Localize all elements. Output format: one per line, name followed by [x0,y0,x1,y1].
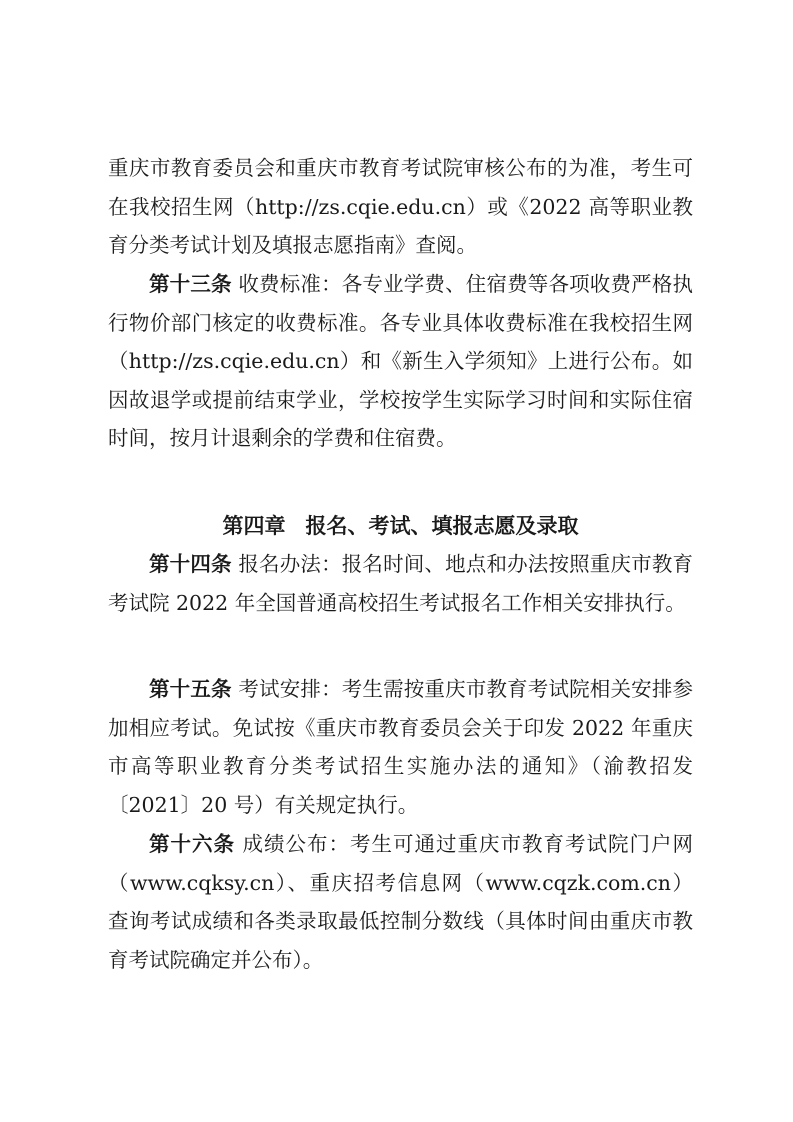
article-14-label: 第十四条 [149,552,232,576]
paragraph-text: 重庆市教育委员会和重庆市教育考试院审核公布的为准，考生可在我校招生网（http://zs.cqie.edu.cn）或《2022 高等职业教育分类考试计划及填报志愿指南》查阅。 [108,156,693,258]
article-13-label: 第十三条 [149,272,232,296]
chapter-number: 第四章 [222,513,286,538]
article-15-text: 考试安排：考生需按重庆市教育考试院相关安排参加相应考试。免试按《重庆市教育委员会关于印发 2022 年重庆市高等职业教育分类考试招生实施办法的通知》（渝教招发〔2021〕20 号）有关规定执行。 [108,677,693,817]
article-16-label: 第十六条 [149,832,235,856]
chapter-title: 报名、考试、填报志愿及录取 [305,513,579,538]
article-13-text: 收费标准：各专业学费、住宿费等各项收费严格执行物价部门核定的收费标准。各专业具体收费标准在我校招生网（http://zs.cqie.edu.cn）和《新生入学须知》上进行公布。如因故退学或提前结束学业，学校按学生实际学习时间和实际住宿时间，按月计退剩余的学费和住宿费。 [108,272,693,451]
article-15-label: 第十五条 [149,677,232,701]
article-14 [108,545,693,622]
article-13 [108,265,693,458]
chapter-heading [108,507,693,545]
paragraph-continued [108,149,693,265]
article-16 [108,825,693,979]
article-16-text: 成绩公布：考生可通过重庆市教育考试院门户网（www.cqksy.cn）、重庆招考信息网（www.cqzk.com.cn）查询考试成绩和各类录取最低控制分数线（具体时间由重庆市教育考试院确定并公布）。 [108,832,693,972]
article-15 [108,670,693,824]
article-14-text: 报名办法：报名时间、地点和办法按照重庆市教育考试院 2022 年全国普通高校招生考试报名工作相关安排执行。 [108,552,693,615]
